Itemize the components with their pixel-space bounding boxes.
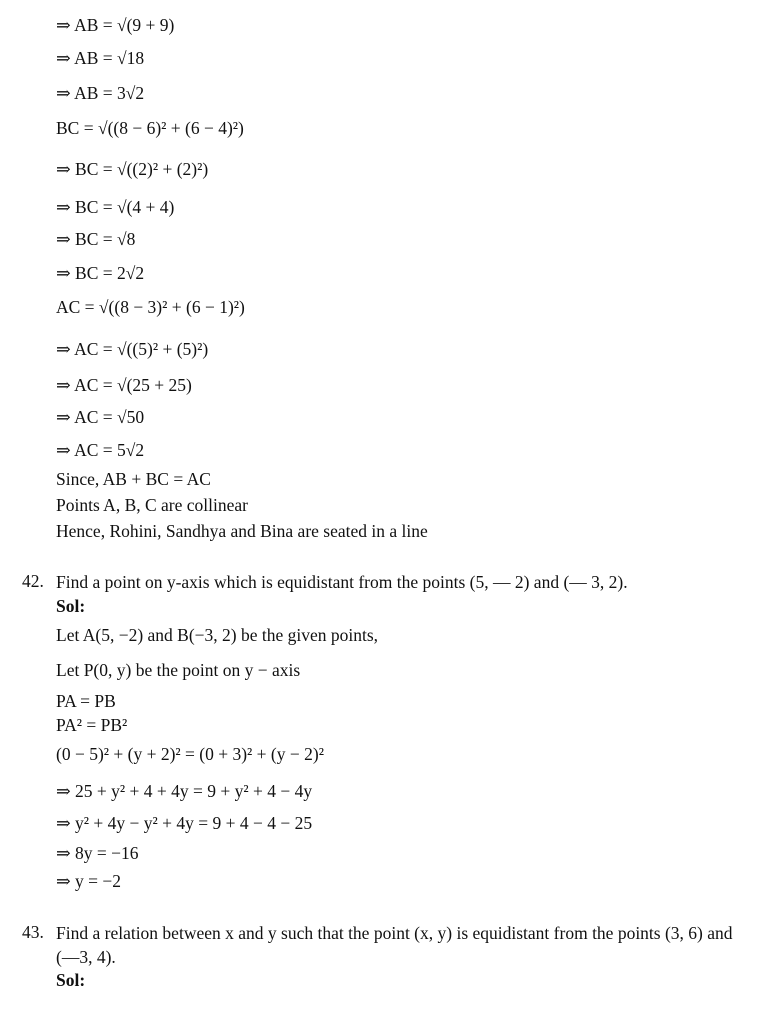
- question-text: Find a relation between x and y such that the point (x, y) is equidistant from the points (3, 6) and (—3, 4).: [56, 923, 733, 967]
- text-line: Hence, Rohini, Sandhya and Bina are seated in a line: [56, 521, 428, 541]
- question-text: Find a point on y-axis which is equidistant from the points (5, — 2) and (— 3, 2).: [56, 572, 628, 592]
- text-line: Points A, B, C are collinear: [56, 495, 248, 515]
- math-line: ⇒ BC = 2√2: [56, 263, 145, 283]
- math-line: ⇒ AB = 3√2: [56, 83, 145, 103]
- math-line: ⇒ AC = √50: [56, 407, 145, 427]
- math-line: Let P(0, y) be the point on y − axis: [56, 660, 301, 680]
- math-line: ⇒ BC = √(4 + 4): [56, 197, 175, 217]
- math-line: ⇒ AC = √(25 + 25): [56, 375, 192, 395]
- math-line: ⇒ 25 + y² + 4 + 4y = 9 + y² + 4 − 4y: [56, 781, 313, 801]
- text-line: Since, AB + BC = AC: [56, 469, 211, 489]
- math-line: ⇒ BC = √((2)² + (2)²): [56, 159, 209, 179]
- math-line: PA² = PB²: [56, 715, 128, 735]
- math-line: ⇒ y = −2: [56, 871, 122, 891]
- math-line: ⇒ 8y = −16: [56, 843, 139, 863]
- math-line: ⇒ AC = 5√2: [56, 440, 145, 460]
- math-line: BC = √((8 − 6)² + (6 − 4)²): [56, 118, 244, 138]
- math-line: ⇒ AB = √18: [56, 48, 145, 68]
- math-line: PA = PB: [56, 691, 116, 711]
- solution-label: Sol:: [56, 596, 86, 616]
- question-number: 43.: [22, 922, 44, 942]
- math-line: ⇒ AB = √(9 + 9): [56, 15, 175, 35]
- math-line: (0 − 5)² + (y + 2)² = (0 + 3)² + (y − 2)²: [56, 744, 324, 764]
- math-line: ⇒ BC = √8: [56, 229, 136, 249]
- question-number: 42.: [22, 571, 44, 591]
- math-line: Let A(5, −2) and B(−3, 2) be the given points,: [56, 625, 379, 645]
- math-line: ⇒ y² + 4y − y² + 4y = 9 + 4 − 4 − 25: [56, 813, 313, 833]
- solution-label: Sol:: [56, 970, 86, 990]
- math-line: AC = √((8 − 3)² + (6 − 1)²): [56, 297, 245, 317]
- math-line: ⇒ AC = √((5)² + (5)²): [56, 339, 209, 359]
